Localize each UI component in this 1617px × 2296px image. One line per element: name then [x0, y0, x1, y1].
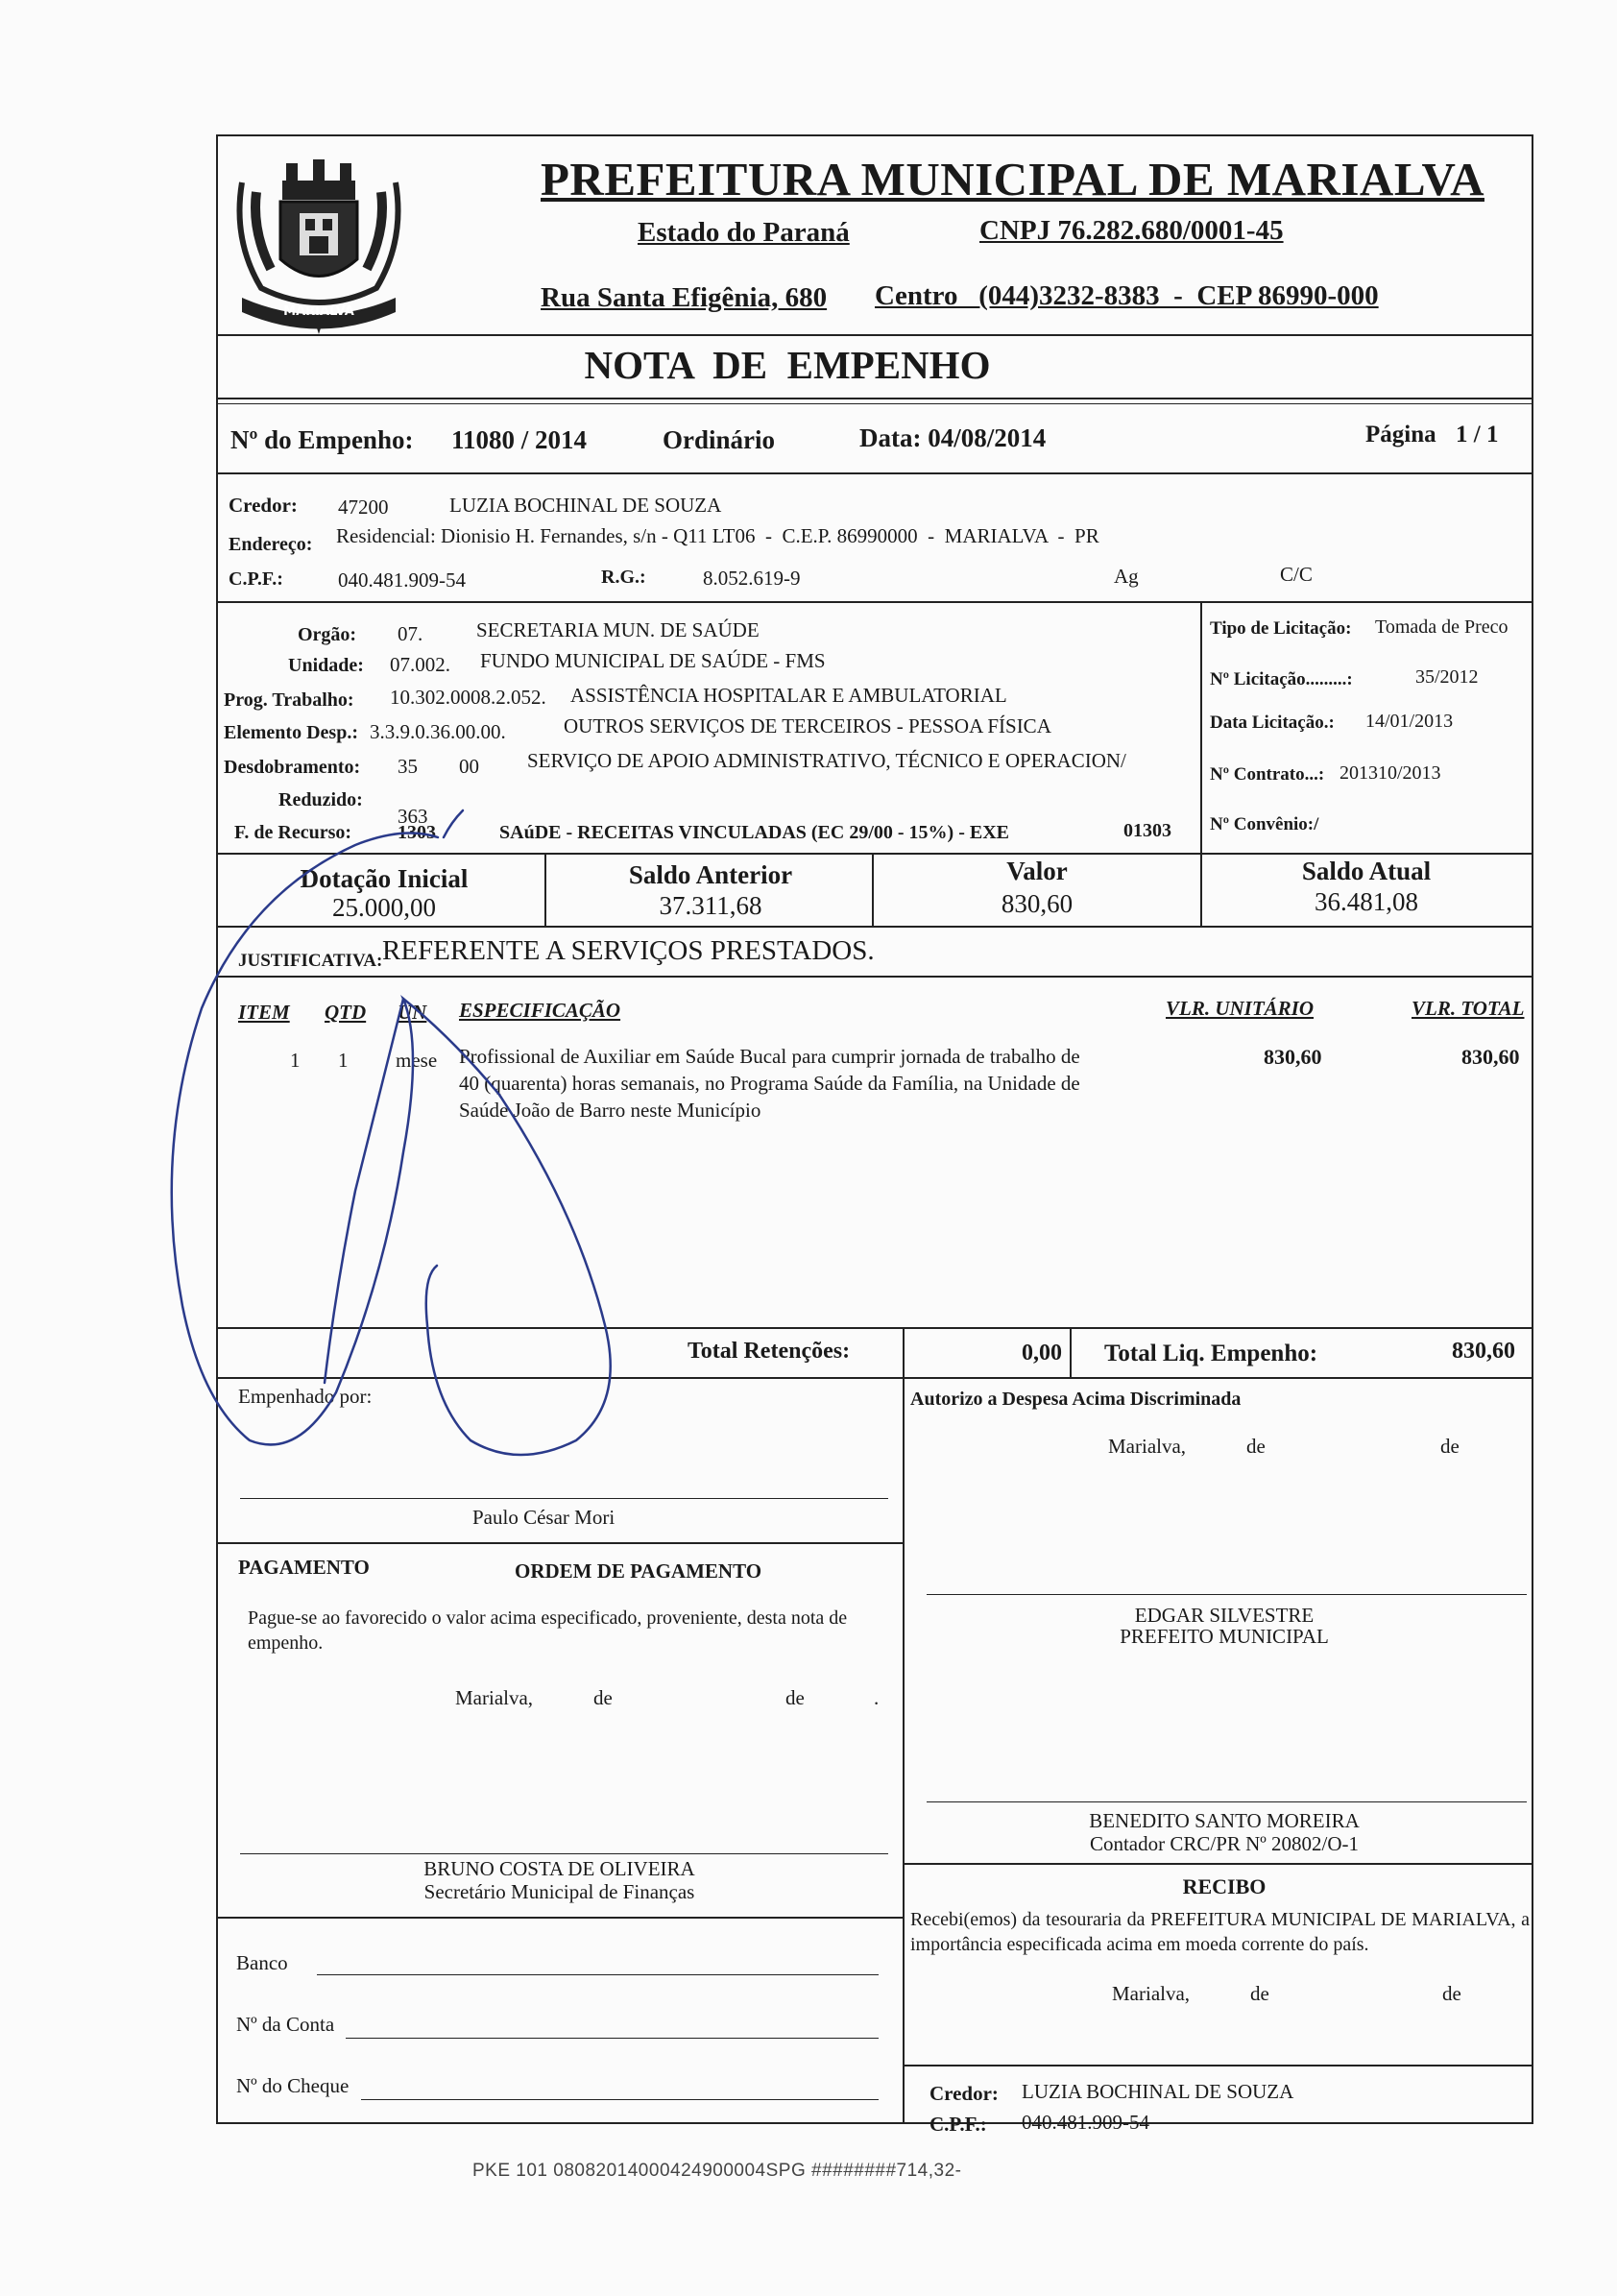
prog-label: Prog. Trabalho:: [224, 689, 354, 711]
data-licitacao: 14/01/2013: [1365, 711, 1454, 732]
item-desc-line3: Saúde João de Barro neste Município: [459, 1099, 761, 1122]
desdobramento-desc: SERVIÇO DE APOIO ADMINISTRATIVO, TÉCNICO E OPERACION/: [527, 749, 1126, 772]
empenho-date: Data: 04/08/2014: [859, 423, 1047, 452]
cheque-field: [361, 2099, 879, 2100]
item-qtd: 1: [338, 1049, 349, 1072]
item-desc-line2: 40 (quarenta) horas semanais, no Programa Saúde da Família, na Unidade de: [459, 1072, 1080, 1095]
divider: [218, 403, 1532, 404]
unidade-desc: FUNDO MUNICIPAL DE SAÚDE - FMS: [480, 649, 826, 672]
divider: [903, 2065, 1533, 2066]
autorizo-label: Autorizo a Despesa Acima Discriminada: [910, 1389, 1242, 1410]
dotacao-label: Dotação Inicial: [300, 864, 469, 893]
item-desc-line1: Profissional de Auxiliar em Saúde Bucal para cumprir jornada de trabalho de: [459, 1045, 1080, 1068]
financas-role: Secretário Municipal de Finanças: [423, 1880, 695, 1903]
divider: [218, 472, 1532, 474]
prog-desc: ASSISTÊNCIA HOSPITALAR E AMBULATORIAL: [570, 684, 1007, 707]
col-item: ITEM: [238, 1001, 290, 1024]
signature-line: [927, 1801, 1527, 1802]
data-licitacao-label: Data Licitação.:: [1210, 713, 1335, 733]
desdobramento: 35: [398, 755, 418, 778]
signature-line: [240, 1498, 888, 1499]
prefeito-name: EDGAR SILVESTRE: [1134, 1604, 1315, 1627]
recibo-cpf-label: C.P.F.:: [929, 2113, 987, 2136]
divider: [544, 853, 546, 926]
saldo-atual-label: Saldo Atual: [1301, 857, 1432, 885]
autorizo-de2: de: [1440, 1435, 1460, 1458]
prog: 10.302.0008.2.052.: [390, 686, 546, 709]
header-cnpj: CNPJ 76.282.680/0001-45: [979, 215, 1284, 246]
pagamento-text: Pague-se ao favorecido o valor acima especificado, proveniente, desta nota de empenho.: [248, 1607, 848, 1654]
justificativa-text: REFERENTE A SERVIÇOS PRESTADOS.: [382, 935, 875, 966]
reduzido: 363: [398, 805, 428, 828]
credor-label: Credor:: [229, 494, 298, 517]
divider: [218, 398, 1532, 399]
contrato: 201310/2013: [1339, 762, 1441, 784]
empenho-type: Ordinário: [663, 425, 776, 454]
saldo-anterior-value: 37.311,68: [659, 891, 762, 920]
empenhado-signer: Paulo César Mori: [472, 1506, 615, 1529]
unidade-label: Unidade:: [288, 655, 364, 676]
bank-stamp: PKE 101 08082014000424900004SPG ########714,32-: [472, 2161, 962, 2181]
divider: [218, 601, 1532, 603]
divider: [872, 853, 874, 926]
divider: [903, 1863, 1533, 1865]
crest-logo: [223, 154, 415, 336]
recurso-desc: SAúDE - RECEITAS VINCULADAS (EC 29/00 - 15%) - EXE: [499, 822, 1009, 843]
ordem-pagamento-label: ORDEM DE PAGAMENTO: [515, 1559, 762, 1583]
elemento-desc: OUTROS SERVIÇOS DE TERCEIROS - PESSOA FÍSICA: [564, 714, 1051, 737]
endereco: Residencial: Dionisio H. Fernandes, s/n - Q11 LT06 - C.E.P. 86990000 - MARIALVA - PR: [336, 524, 1099, 547]
divider: [218, 853, 1532, 855]
numero-licitacao: 35/2012: [1415, 666, 1479, 688]
valor-value: 830,60: [1001, 889, 1074, 918]
orgao: 07.: [398, 622, 423, 645]
header-state: Estado do Paraná: [638, 217, 850, 248]
recibo-label: RECIBO: [1182, 1874, 1267, 1898]
header-address: Centro (044)3232-8383 - CEP 86990-000: [875, 280, 1379, 311]
empenhado-label: Empenhado por:: [238, 1385, 373, 1408]
divider: [903, 1377, 905, 2124]
dotacao-value: 25.000,00: [332, 893, 436, 922]
unidade: 07.002.: [390, 653, 450, 676]
banco-label: Banco: [236, 1951, 288, 1974]
total-retencoes-label: Total Retenções:: [688, 1339, 851, 1364]
desdobramento-2: 00: [459, 755, 479, 778]
recibo-cpf: 040.481.909-54: [1022, 2111, 1149, 2134]
recibo-text: Recebi(emos) da tesouraria da PREFEITURA MUNICIPAL DE MARIALVA, a importância especificada acima em moeda corrente do país.: [910, 1909, 1530, 1955]
col-vlr-unitario: VLR. UNITÁRIO: [1166, 997, 1315, 1020]
divider: [218, 1542, 903, 1544]
divider: [218, 1377, 1532, 1379]
item-number: 1: [290, 1049, 301, 1072]
header-title: PREFEITURA MUNICIPAL DE MARIALVA: [541, 153, 1484, 205]
orgao-label: Orgão:: [298, 624, 357, 645]
numero-licitacao-label: Nº Licitação.........:: [1210, 669, 1353, 689]
justificativa-label: JUSTIFICATIVA:: [238, 951, 383, 971]
signature-line: [240, 1853, 888, 1854]
ag-label: Ag: [1114, 565, 1139, 588]
endereco-label: Endereço:: [229, 534, 313, 555]
crest-text: MARIALVA: [283, 304, 354, 319]
autorizo-city: Marialva,: [1108, 1435, 1187, 1458]
recibo-de2: de: [1442, 1982, 1461, 2005]
credor-name: LUZIA BOCHINAL DE SOUZA: [449, 494, 722, 517]
recibo-credor: LUZIA BOCHINAL DE SOUZA: [1022, 2080, 1294, 2103]
cpf: 040.481.909-54: [338, 568, 466, 592]
page-label: Página: [1365, 422, 1436, 447]
prefeito-role: PREFEITO MUNICIPAL: [1120, 1625, 1329, 1648]
item-total-value: 830,60: [1461, 1045, 1520, 1069]
autorizo-de1: de: [1246, 1435, 1266, 1458]
divider: [218, 1917, 903, 1919]
pagamento-dot: .: [874, 1686, 880, 1709]
financas-name: BRUNO COSTA DE OLIVEIRA: [423, 1857, 695, 1880]
valor-label: Valor: [1006, 857, 1068, 885]
recurso: 1303: [398, 822, 436, 843]
divider: [1200, 601, 1202, 855]
desdobramento-label: Desdobramento:: [224, 757, 361, 778]
divider: [903, 1327, 905, 1377]
recurso-label: F. de Recurso:: [234, 822, 352, 843]
conta-field: [346, 2038, 879, 2039]
saldo-atual-value: 36.481,08: [1315, 887, 1418, 916]
convenio-label: Nº Convênio:/: [1210, 814, 1319, 834]
cc-label: C/C: [1280, 563, 1313, 586]
rg: 8.052.619-9: [703, 567, 801, 590]
contrato-label: Nº Contrato...:: [1210, 764, 1325, 785]
total-liquido: 830,60: [1452, 1339, 1515, 1364]
recibo-de1: de: [1250, 1982, 1269, 2005]
pagamento-label: PAGAMENTO: [238, 1556, 370, 1579]
divider: [218, 1327, 1532, 1329]
credor-code: 47200: [338, 495, 389, 519]
contador-role: Contador CRC/PR Nº 20802/O-1: [1089, 1832, 1360, 1855]
col-un: UN: [398, 1001, 427, 1024]
pagamento-city: Marialva,: [455, 1686, 534, 1709]
elemento-label: Elemento Desp.:: [224, 722, 358, 743]
divider: [1200, 853, 1202, 926]
recibo-credor-label: Credor:: [929, 2082, 999, 2105]
empenho-number: 11080 / 2014: [451, 425, 588, 454]
document-title: NOTA DE EMPENHO: [584, 343, 991, 387]
header-street: Rua Santa Efigênia, 680: [541, 282, 828, 313]
orgao-desc: SECRETARIA MUN. DE SAÚDE: [476, 618, 760, 641]
tipo-licitacao: Tomada de Preco: [1375, 616, 1508, 638]
divider: [218, 976, 1532, 978]
cheque-label: Nº do Cheque: [236, 2074, 350, 2097]
pagamento-de2: de: [785, 1686, 805, 1709]
item-un: mese: [396, 1049, 438, 1072]
col-especificacao: ESPECIFICAÇÃO: [459, 999, 621, 1022]
contador-name: BENEDITO SANTO MOREIRA: [1089, 1809, 1360, 1832]
tipo-licitacao-label: Tipo de Licitação:: [1210, 618, 1352, 639]
saldo-anterior-label: Saldo Anterior: [628, 860, 793, 889]
page-number: 1 / 1: [1456, 422, 1499, 447]
recibo-city: Marialva,: [1112, 1982, 1191, 2005]
cpf-label: C.P.F.:: [229, 568, 283, 590]
pagamento-de1: de: [593, 1686, 613, 1709]
col-vlr-total: VLR. TOTAL: [1412, 997, 1525, 1020]
empenho-label: Nº do Empenho:: [230, 425, 414, 454]
total-retencoes: 0,00: [1022, 1341, 1062, 1366]
divider: [218, 926, 1532, 928]
reduzido-label: Reduzido:: [278, 789, 363, 810]
divider: [218, 334, 1532, 336]
banco-field: [317, 1974, 879, 1975]
conta-label: Nº da Conta: [236, 2013, 335, 2036]
signature-line: [927, 1594, 1527, 1595]
recurso-code: 01303: [1123, 820, 1171, 841]
rg-label: R.G.:: [601, 567, 646, 588]
total-liquido-label: Total Liq. Empenho:: [1104, 1341, 1318, 1366]
elemento: 3.3.9.0.36.00.00.: [370, 720, 506, 743]
divider: [1070, 1327, 1072, 1377]
item-unit-value: 830,60: [1264, 1045, 1322, 1069]
col-qtd: QTD: [325, 1001, 367, 1024]
